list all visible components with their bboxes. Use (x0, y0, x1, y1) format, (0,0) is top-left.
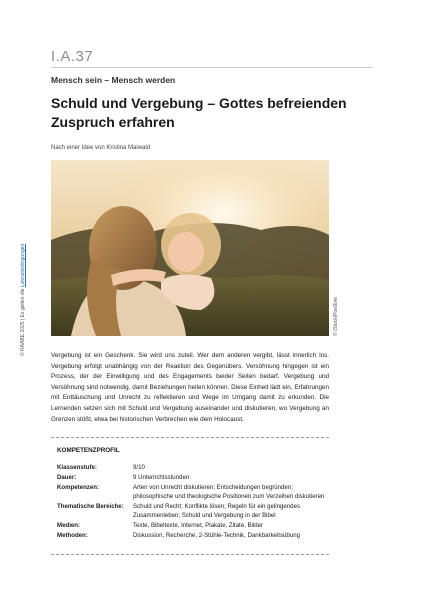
profile-bottom-divider (51, 554, 329, 555)
profile-label: Klassenstufe: (57, 464, 97, 471)
intro-paragraph: Vergebung ist ein Geschenk. Sie wird uns zuteil. Wer dem anderen vergibt, lässt innerlich los. Vergebung erfolgt unabhängig von der Reaktion des Gegenübers. Versöhnung hingegen ist ein Prozess, der der Einwilligung und des Engagements beider Seiten bedarf. Vergebung und Versöhnung sind notwendig, damit Beziehungen heilen können. Diese Einheit lädt ein, Erfahrungen mit Enttäuschung und Unrecht zu reflektieren und Wege im Umgang damit zu erkunden. Die Lernenden setzen sich mit Schuld und Vergebung auseinander und diskutieren, wo Vergebung an Grenzen stößt, etwa bei historischen Verbrechen wie dem Holocaust. (51, 352, 329, 423)
profile-value: Schuld und Recht; Konflikte lösen; Regeln für ein gelingendes Zusammenleben; Schuld und Vergebung in der Bibel (133, 503, 301, 519)
profile-label: Medien: (57, 522, 81, 529)
profile-value: Diskussion, Recherche, 2-Stühle-Technik, Dankbarkeitsübung (133, 532, 300, 539)
title-line-1: Schuld und Vergebung – Gottes befreienden (51, 95, 347, 111)
mother-child-photo (51, 160, 329, 336)
competence-profile-heading: KOMPETENZPROFIL (57, 447, 120, 454)
author-note: Nach einer Idee von Kristina Maiwald (51, 145, 151, 151)
competence-profile-table (57, 463, 325, 541)
profile-row (57, 502, 325, 520)
cover-photo (51, 160, 329, 336)
copyright-text: © RAABE 2025 | Es gelten die (20, 288, 26, 356)
profile-label: Methoden: (57, 532, 88, 539)
profile-label: Dauer: (57, 474, 77, 481)
profile-row (57, 521, 325, 530)
profile-value: Texte, Bibeltexte, Internet, Plakate, Zitate, Bilder (133, 522, 264, 529)
header-divider (51, 67, 373, 68)
profile-row (57, 531, 325, 540)
photo-credit: © iStock/Poe/Eve (333, 297, 339, 336)
copyright-notice (20, 244, 26, 356)
unit-code: I.A.37 (51, 48, 94, 65)
profile-value: Arten von Unrecht diskutieren; Entscheidungen begründen; philosophische und theologische Positionen zum Verzeihen diskutieren (133, 484, 325, 500)
profile-label: Thematische Bereiche: (57, 503, 124, 510)
profile-row (57, 483, 325, 501)
profile-value: 9/10 (133, 464, 145, 471)
profile-top-divider (51, 437, 329, 438)
title-line-2: Zuspruch erfahren (51, 114, 175, 130)
profile-value: 9 Unterrichtsstunden (133, 474, 190, 481)
profile-label: Kompetenzen: (57, 484, 99, 491)
page-title (51, 94, 381, 132)
profile-row (57, 473, 325, 482)
profile-row (57, 463, 325, 472)
series-title: Mensch sein – Mensch werden (51, 75, 176, 85)
license-link[interactable]: Lizenzbedingungen (20, 243, 26, 288)
